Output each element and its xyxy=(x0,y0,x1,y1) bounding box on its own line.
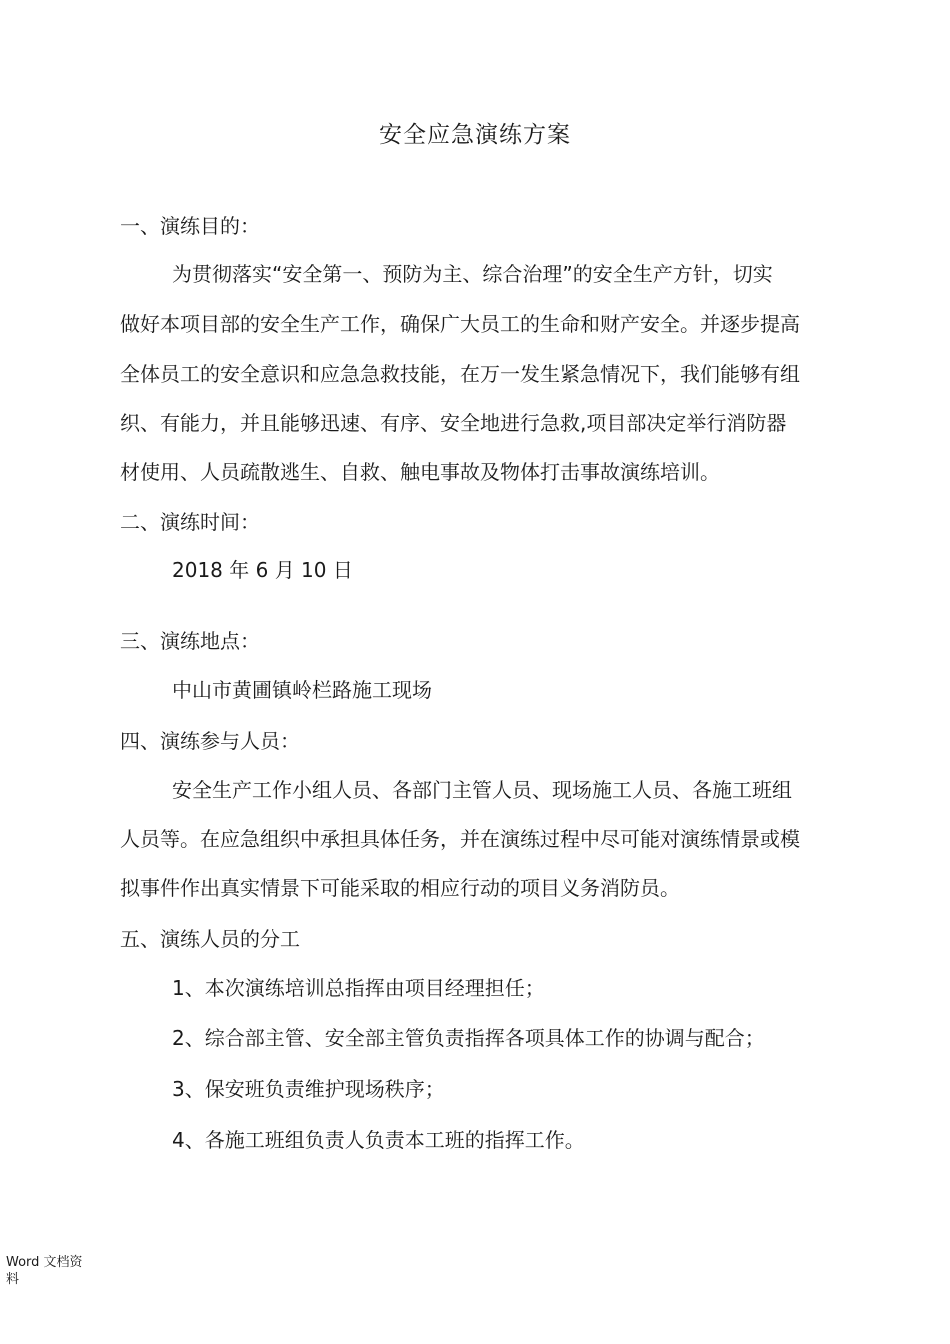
drill-location: 中山市黄圃镇岭栏路施工现场 xyxy=(172,678,432,702)
drill-date: 2018 年 6 月 10 日 xyxy=(172,558,353,582)
section-heading-participants: 四、演练参与人员： xyxy=(120,729,300,753)
participants-paragraph-line: 安全生产工作小组人员、各部门主管人员、现场施工人员、各施工班组 xyxy=(172,778,792,802)
document-title: 安全应急演练方案 xyxy=(379,122,571,148)
purpose-paragraph-line: 材使用、人员疏散逃生、自救、触电事故及物体打击事故演练培训。 xyxy=(120,460,720,484)
section-heading-location: 三、演练地点： xyxy=(120,629,260,653)
division-list-item: 2、综合部主管、安全部主管负责指挥各项具体工作的协调与配合； xyxy=(172,1026,765,1050)
participants-paragraph-line: 拟事件作出真实情景下可能采取的相应行动的项目义务消防员。 xyxy=(120,876,680,900)
purpose-paragraph-line: 为贯彻落实“安全第一、预防为主、综合治理”的安全生产方针，切实 xyxy=(172,262,773,286)
purpose-paragraph-line: 做好本项目部的安全生产工作，确保广大员工的生命和财产安全。并逐步提高 xyxy=(120,312,800,336)
section-heading-time: 二、演练时间： xyxy=(120,510,260,534)
section-heading-purpose: 一、演练目的： xyxy=(120,214,260,238)
division-list-item: 1、本次演练培训总指挥由项目经理担任； xyxy=(172,976,545,1000)
section-heading-division: 五、演练人员的分工 xyxy=(120,927,300,951)
participants-paragraph-line: 人员等。在应急组织中承担具体任务，并在演练过程中尽可能对演练情景或模 xyxy=(120,827,800,851)
footer-watermark-text: Word 文档资料 xyxy=(6,1255,83,1287)
purpose-paragraph-line: 织、有能力，并且能够迅速、有序、安全地进行急救,项目部决定举行消防器 xyxy=(120,411,787,435)
division-list-item: 3、保安班负责维护现场秩序； xyxy=(172,1077,445,1101)
purpose-paragraph-line: 全体员工的安全意识和应急急救技能，在万一发生紧急情况下，我们能够有组 xyxy=(120,362,800,386)
division-list-item: 4、各施工班组负责人负责本工班的指挥工作。 xyxy=(172,1128,585,1152)
